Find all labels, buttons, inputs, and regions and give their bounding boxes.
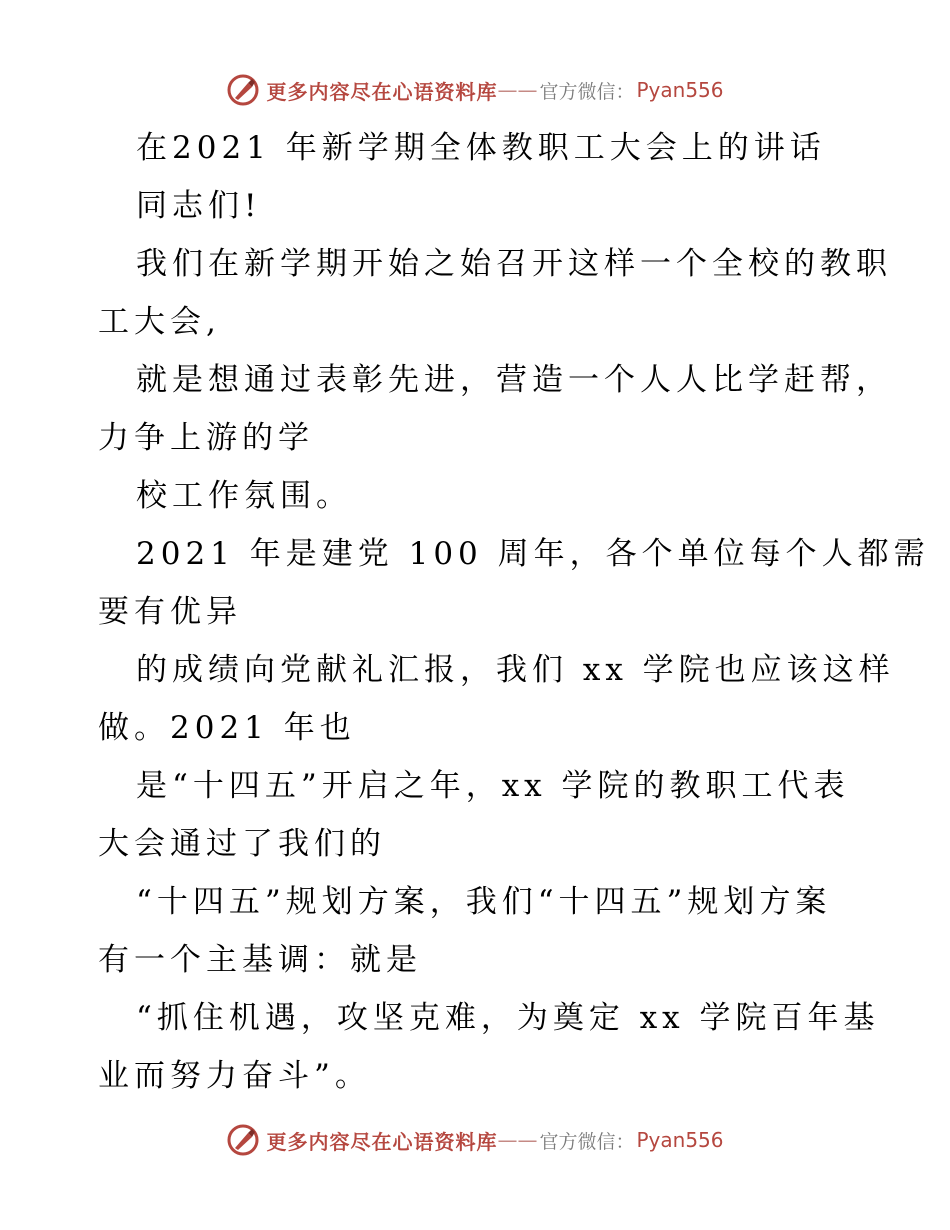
watermark-wechat-id: Pyan556 bbox=[636, 1128, 724, 1152]
text-line: 就是想通过表彰先进，营造一个人人比学赶帮， bbox=[136, 362, 892, 398]
text-line: 业而努力奋斗”。 bbox=[98, 1058, 371, 1094]
watermark-dash: —— bbox=[497, 1128, 538, 1152]
watermark-wechat-id: Pyan556 bbox=[636, 78, 724, 102]
text-line: “十四五”规划方案，我们“十四五”规划方案 bbox=[136, 884, 832, 920]
pen-nib-logo-icon bbox=[226, 73, 260, 107]
text-line: 是“十四五”开启之年，xx 学院的教职工代表 bbox=[136, 768, 850, 804]
text-line: 的成绩向党献礼汇报，我们 xx 学院也应该这样 bbox=[136, 652, 895, 688]
watermark-official-label: 官方微信： bbox=[539, 1130, 635, 1153]
text-line: 大会通过了我们的 bbox=[98, 826, 386, 862]
header-watermark bbox=[0, 70, 950, 110]
text-line: “抓住机遇，攻坚克难，为奠定 xx 学院百年基 bbox=[136, 1000, 880, 1036]
text-line: 工大会, bbox=[98, 304, 221, 340]
text-line: 2021 年是建党 100 周年，各个单位每个人都需 bbox=[136, 536, 930, 572]
pen-nib-logo-icon bbox=[226, 1123, 260, 1157]
text-line: 同志们! bbox=[136, 188, 262, 224]
text-line: 要有优异 bbox=[98, 594, 242, 630]
text-line: 我们在新学期开始之始召开这样一个全校的教职 bbox=[136, 246, 892, 282]
document-title: 在2021 年新学期全体教职工大会上的讲话 bbox=[136, 130, 826, 166]
watermark-text: 更多内容尽在心语资料库 bbox=[266, 79, 498, 104]
text-line: 做。2021 年也 bbox=[98, 710, 356, 746]
watermark-official-label: 官方微信： bbox=[539, 80, 635, 103]
text-line: 校工作氛围。 bbox=[136, 478, 352, 514]
text-line: 有一个主基调：就是 bbox=[98, 942, 422, 978]
text-line: 力争上游的学 bbox=[98, 420, 314, 456]
footer-watermark bbox=[0, 1120, 950, 1160]
watermark-dash: —— bbox=[497, 78, 538, 102]
watermark-text: 更多内容尽在心语资料库 bbox=[266, 1129, 498, 1154]
